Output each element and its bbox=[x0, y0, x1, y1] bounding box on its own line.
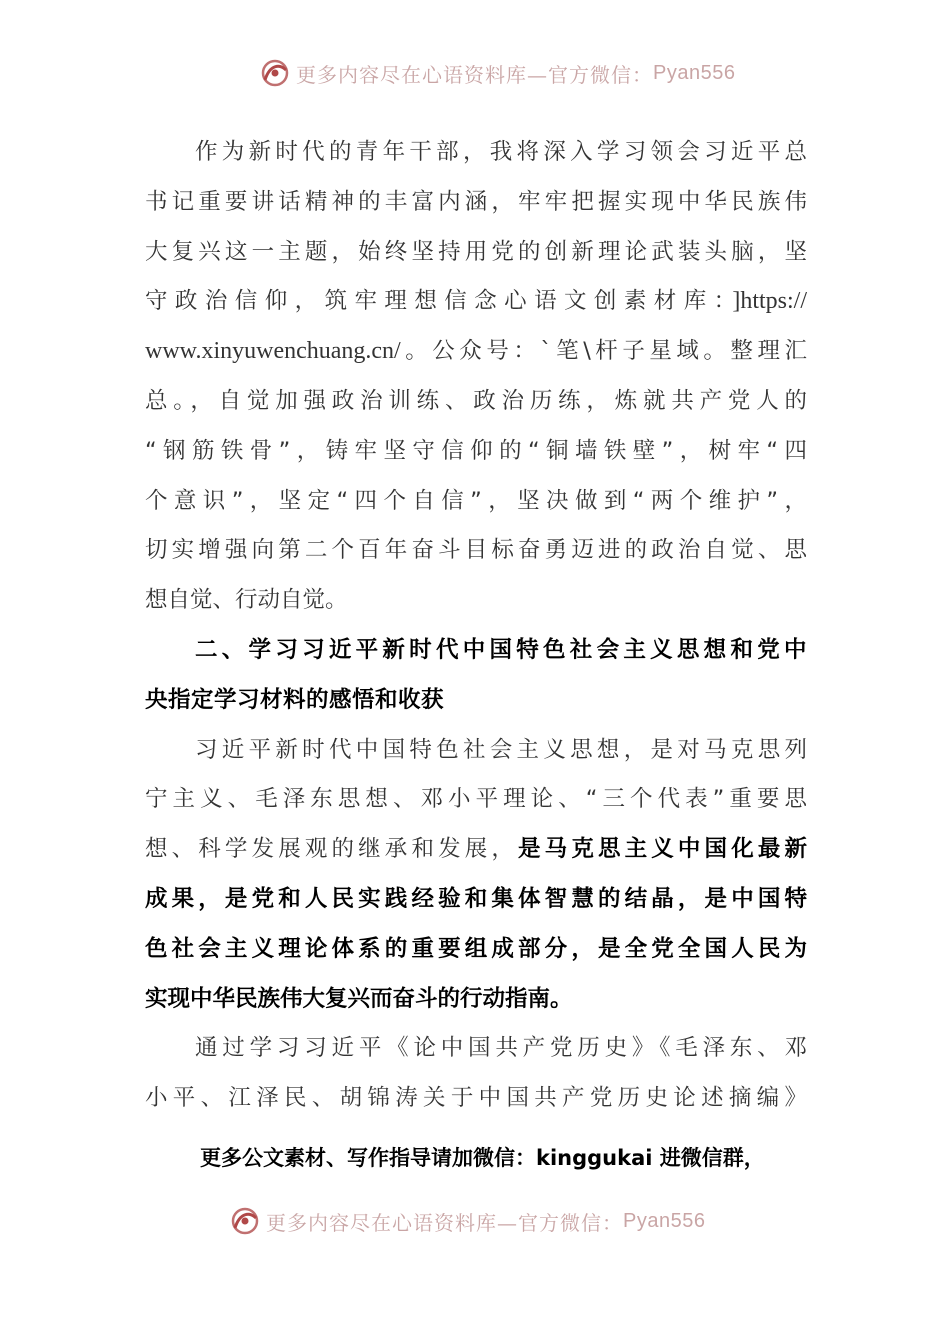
document-body bbox=[145, 128, 807, 1124]
text-line: 个意识”，坚定“四个自信”，坚决做到“两个维护”， bbox=[145, 487, 807, 514]
text-line: 通过学习习近平《论中国共产党历史》《毛泽东、邓 bbox=[195, 1035, 807, 1062]
text-line bbox=[145, 277, 807, 327]
heading-line: 央指定学习材料的感悟和收获 bbox=[145, 686, 445, 713]
text-line: 切实增强向第二个百年奋斗目标奋勇迈进的政治自觉、思 bbox=[145, 537, 807, 564]
bold-text-line: 成果，是党和人民实践经验和集体智慧的结晶，是中国特 bbox=[145, 885, 807, 912]
text-line: 宁主义、毛泽东思想、邓小平理论、“三个代表”重要思 bbox=[145, 786, 807, 813]
text-segment: 守政治信仰，筑牢理想信念心语文创素材库： bbox=[145, 288, 733, 315]
watermark-text: 更多内容尽在心语资料库—官方微信： bbox=[296, 62, 653, 87]
watermark-bottom bbox=[228, 1204, 705, 1238]
text-line: 想自觉、行动自觉。 bbox=[145, 587, 348, 614]
bold-text-line: 色社会主义理论体系的重要组成部分，是全党全国人民为 bbox=[145, 935, 807, 962]
text-segment: 。公众号：`笔\杆子星域。整理汇 bbox=[400, 338, 807, 365]
footer-advertisement: 更多公文素材、写作指导请加微信：kinggukai 进微信群， bbox=[200, 1146, 765, 1170]
text-line: 书记重要讲话精神的丰富内涵，牢牢把握实现中华民族伟 bbox=[145, 188, 807, 215]
bold-text-line: 实现中华民族伟大复兴而奋斗的行动指南。 bbox=[145, 985, 573, 1012]
text-line bbox=[145, 327, 807, 377]
watermark-text: 更多内容尽在心语资料库—官方微信： bbox=[266, 1210, 623, 1235]
heading-line: 二、学习习近平新时代中国特色社会主义思想和党中 bbox=[195, 636, 807, 663]
text-line: 大复兴这一主题，始终坚持用党的创新理论武装头脑，坚 bbox=[145, 238, 807, 265]
brand-logo-icon bbox=[258, 56, 292, 90]
paragraph-3 bbox=[145, 1024, 807, 1124]
watermark-wechat-id: Pyan556 bbox=[623, 1209, 706, 1232]
url-text: www.xinyuwenchuang.cn/ bbox=[145, 338, 401, 365]
text-line: 总。，自觉加强政治训练、政治历练，炼就共产党人的 bbox=[145, 387, 807, 414]
watermark-wechat-id: Pyan556 bbox=[653, 61, 736, 84]
paragraph-2 bbox=[145, 726, 807, 1025]
text-line: 习近平新时代中国特色社会主义思想，是对马克思列 bbox=[195, 736, 807, 763]
text-line: “钢筋铁骨”，铸牢坚守信仰的“铜墙铁壁”，树牢“四 bbox=[145, 437, 807, 464]
text-line: 作为新时代的青年干部，我将深入学习领会习近平总 bbox=[195, 139, 807, 165]
text-segment: 想、科学发展观的继承和发展， bbox=[145, 836, 519, 863]
watermark-top bbox=[258, 56, 735, 90]
text-line bbox=[145, 825, 807, 875]
paragraph-1 bbox=[145, 128, 807, 626]
brand-logo-icon bbox=[228, 1204, 262, 1238]
section-heading bbox=[145, 626, 807, 726]
bold-text-segment: 是马克思主义中国化最新 bbox=[518, 836, 807, 863]
text-line: 小平、江泽民、胡锦涛关于中国共产党历史论述摘编》 bbox=[145, 1085, 807, 1112]
url-text: ]https:// bbox=[732, 288, 807, 315]
